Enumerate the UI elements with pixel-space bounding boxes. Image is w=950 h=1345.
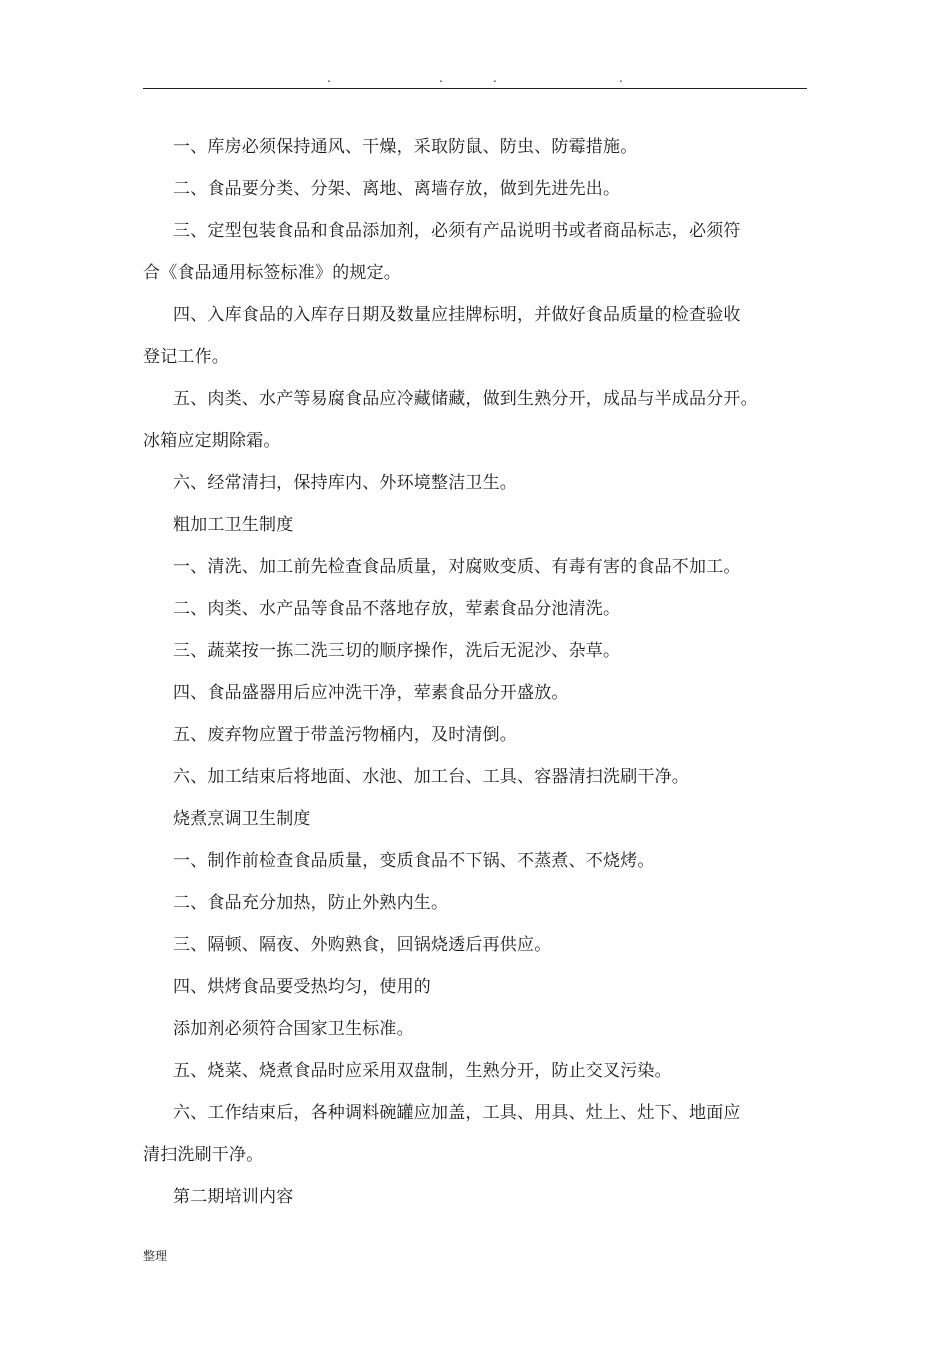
- paragraph-line: 添加剂必须符合国家卫生标准。: [173, 1019, 414, 1039]
- footer-label: 整理: [143, 1249, 168, 1263]
- paragraph-line: 四、食品盛器用后应冲洗干净，荤素食品分开盛放。: [173, 683, 569, 703]
- section-heading: 粗加工卫生制度: [173, 515, 294, 535]
- paragraph-line: 一、制作前检查食品质量，变质食品不下锅、不蒸煮、不烧烤。: [173, 851, 655, 871]
- paragraph-line: 六、经常清扫，保持库内、外环境整洁卫生。: [173, 473, 517, 493]
- paragraph-line: 六、加工结束后将地面、水池、加工台、工具、容器清扫洗刷干净。: [173, 767, 689, 787]
- header-dot: .: [619, 71, 623, 85]
- paragraph-line: 二、食品要分类、分架、离地、离墙存放，做到先进先出。: [173, 179, 621, 199]
- header-dot: .: [493, 71, 497, 85]
- paragraph-line: 三、隔顿、隔夜、外购熟食，回锅烧透后再供应。: [173, 935, 552, 955]
- section-heading: 烧煮烹调卫生制度: [173, 809, 311, 829]
- paragraph-line: 二、肉类、水产品等食品不落地存放，荤素食品分池清洗。: [173, 599, 621, 619]
- paragraph-line: 登记工作。: [143, 347, 229, 367]
- paragraph-line: 一、库房必须保持通风、干燥，采取防鼠、防虫、防霉措施。: [173, 137, 638, 157]
- paragraph-line: 六、工作结束后，各种调料碗罐应加盖，工具、用具、灶上、灶下、地面应: [173, 1103, 741, 1123]
- paragraph-line: 合《食品通用标签标准》的规定。: [143, 263, 401, 283]
- paragraph-line: 二、食品充分加热，防止外熟内生。: [173, 893, 449, 913]
- paragraph-line: 四、入库食品的入库存日期及数量应挂牌标明，并做好食品质量的检查验收: [173, 305, 741, 325]
- paragraph-line: 四、烘烤食品要受热均匀，使用的: [173, 977, 431, 997]
- header-dot: .: [439, 71, 443, 85]
- paragraph-line: 三、定型包装食品和食品添加剂，必须有产品说明书或者商品标志，必须符: [173, 221, 741, 241]
- paragraph-line: 冰箱应定期除霜。: [143, 431, 281, 451]
- paragraph-line: 三、蔬菜按一拣二洗三切的顺序操作，洗后无泥沙、杂草。: [173, 641, 621, 661]
- paragraph-line: 一、清洗、加工前先检查食品质量，对腐败变质、有毒有害的食品不加工。: [173, 557, 741, 577]
- header-dot: .: [327, 71, 331, 85]
- paragraph-line: 五、烧菜、烧煮食品时应采用双盘制，生熟分开，防止交叉污染。: [173, 1061, 672, 1081]
- paragraph-line: 清扫洗刷干净。: [143, 1145, 264, 1165]
- paragraph-line: 五、废弃物应置于带盖污物桶内，及时清倒。: [173, 725, 517, 745]
- section-heading: 第二期培训内容: [173, 1187, 294, 1207]
- paragraph-line: 五、肉类、水产等易腐食品应冷藏储藏，做到生熟分开，成品与半成品分开。: [173, 389, 758, 409]
